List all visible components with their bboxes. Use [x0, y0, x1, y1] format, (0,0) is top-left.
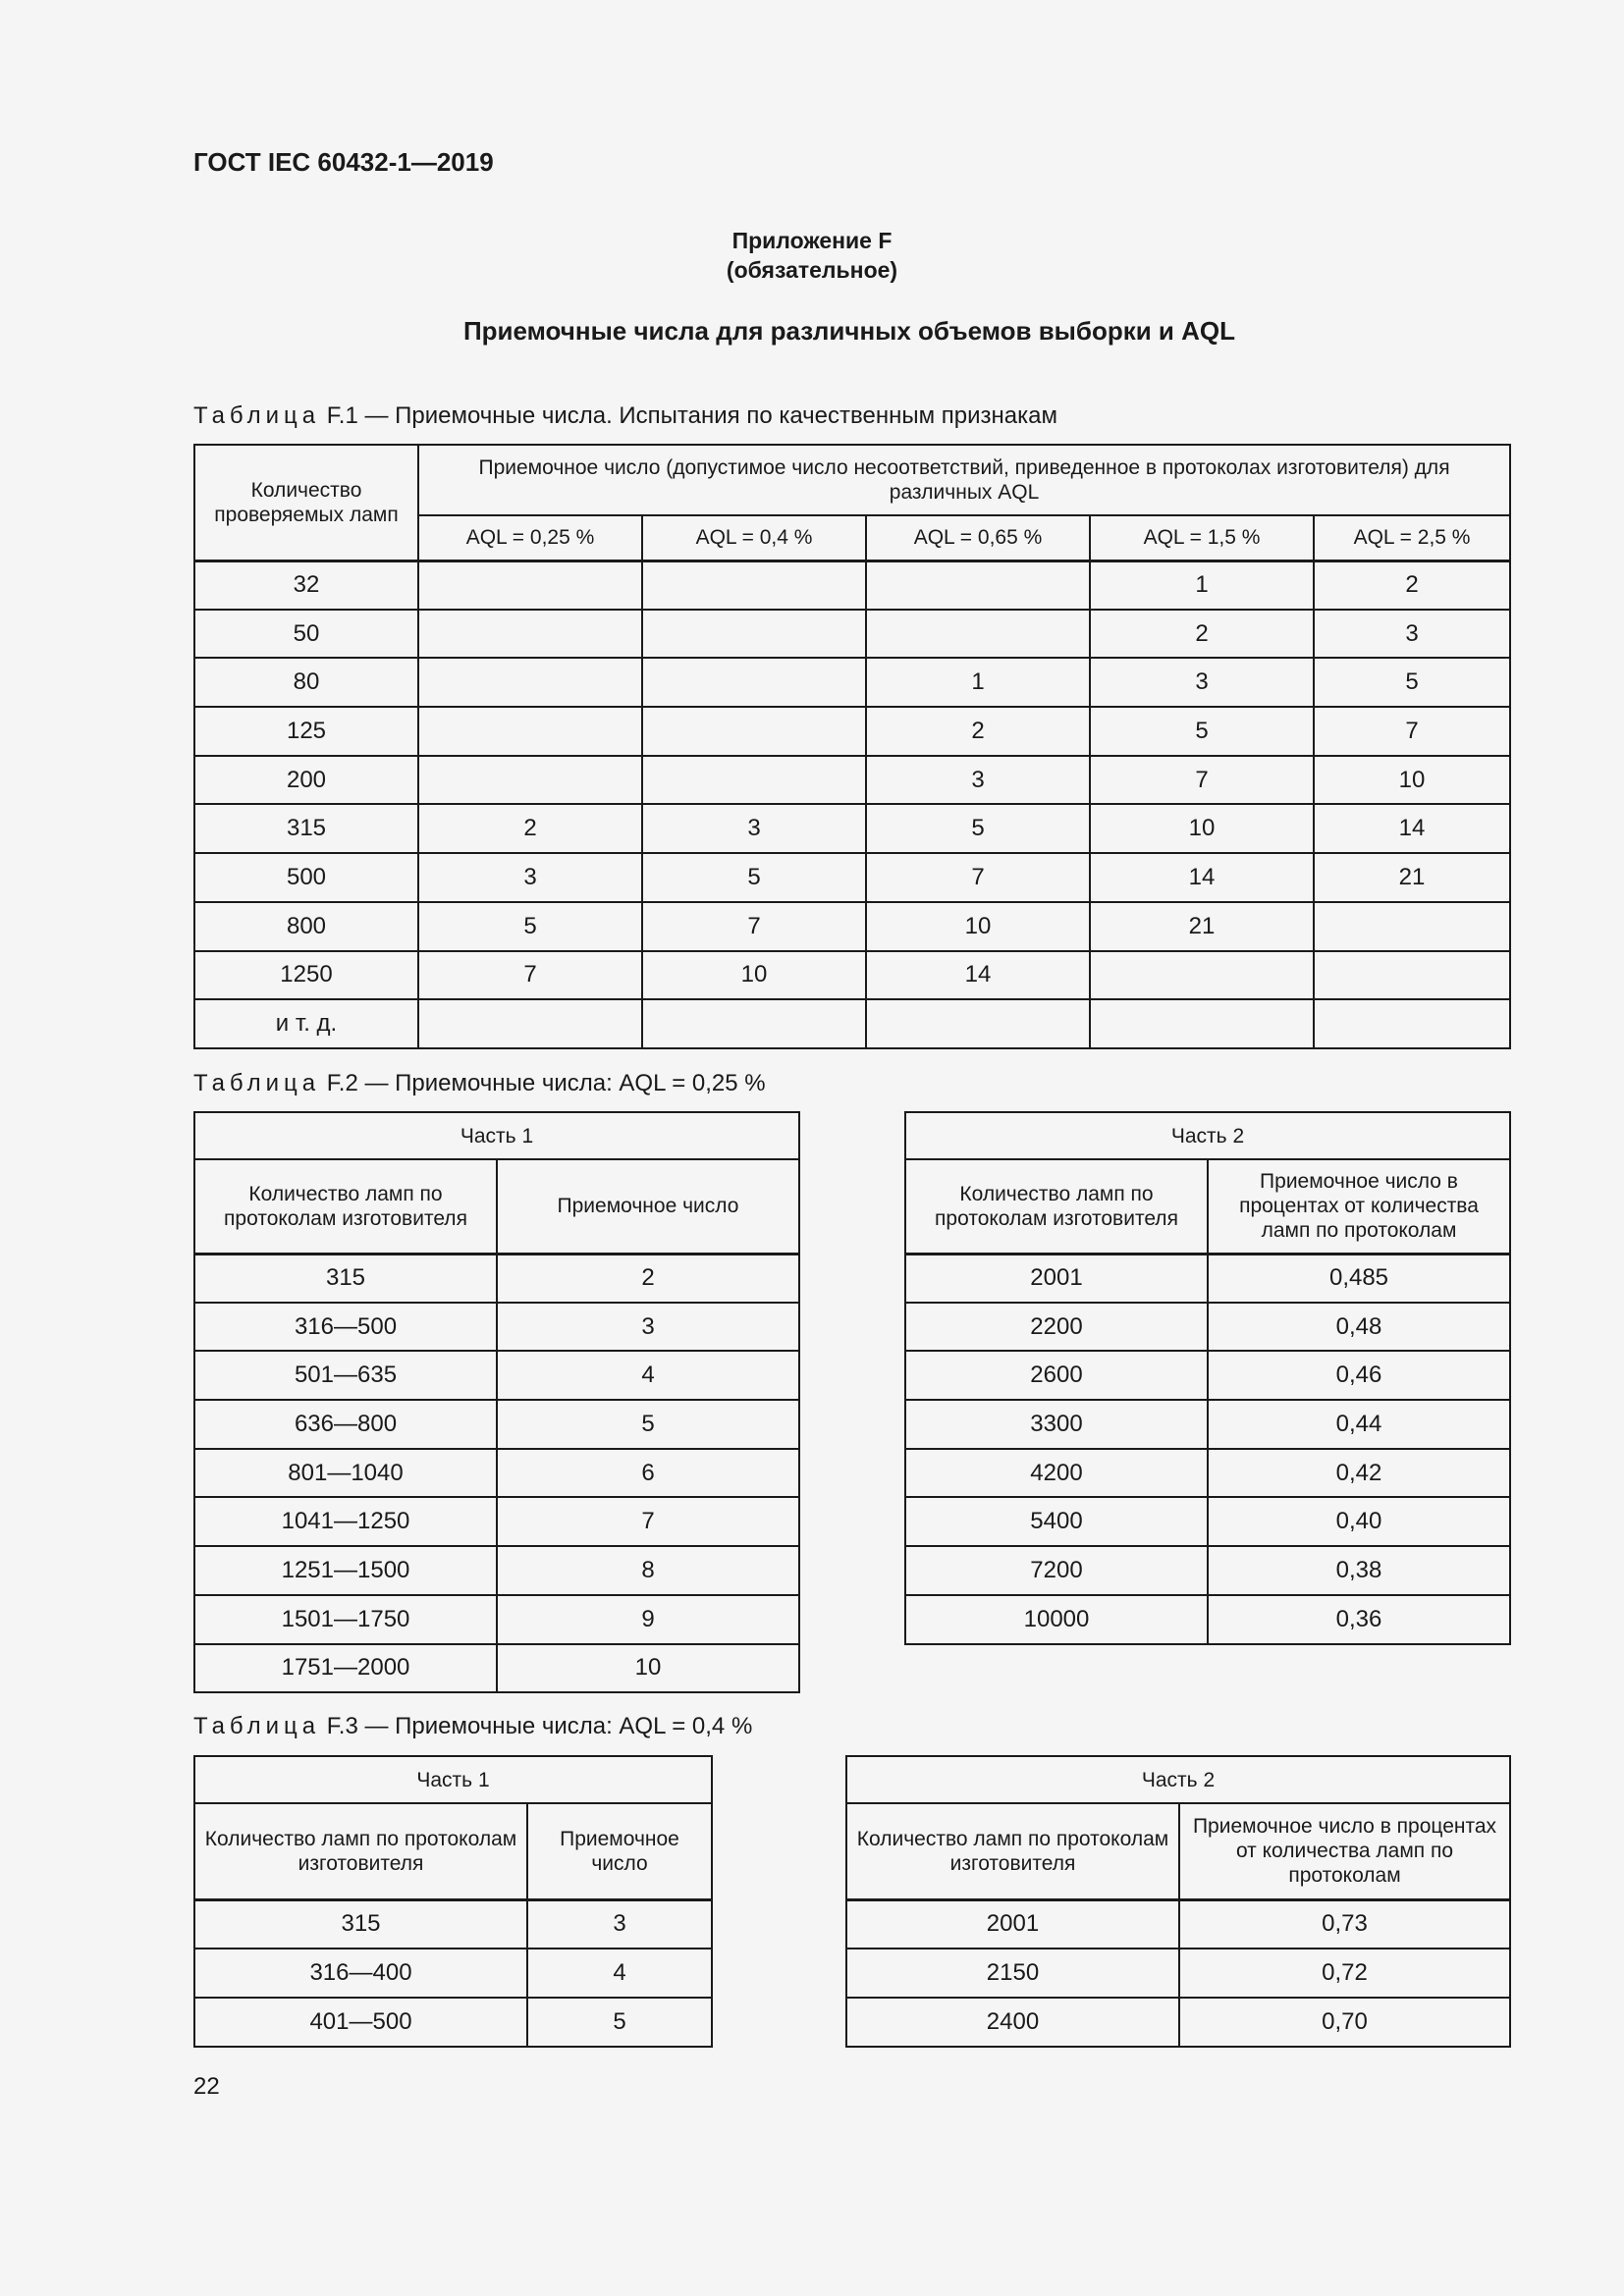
table-row — [194, 707, 1510, 756]
table-row — [194, 1899, 712, 1949]
table-row — [194, 561, 1510, 610]
column-header-cell: Количество ламп по протоколам изготовителя — [194, 1159, 497, 1254]
table-cell: 5 — [1090, 707, 1314, 756]
table-row — [846, 1899, 1510, 1949]
table-row — [905, 1351, 1510, 1400]
table-cell — [418, 999, 642, 1048]
table-cell: 636—800 — [194, 1400, 497, 1449]
table-cell: 3 — [418, 853, 642, 902]
table-cell: 5400 — [905, 1497, 1208, 1546]
table-cell: 4 — [527, 1949, 712, 1998]
table-cell: 0,44 — [1208, 1400, 1510, 1449]
table-cell: 3 — [497, 1303, 799, 1352]
table-cell: 2 — [497, 1254, 799, 1303]
table-cell: 125 — [194, 707, 418, 756]
table-cell: 80 — [194, 658, 418, 707]
table-cell — [418, 610, 642, 659]
table-cell: 1501—1750 — [194, 1595, 497, 1644]
table-cell: 800 — [194, 902, 418, 951]
table-cell: 0,40 — [1208, 1497, 1510, 1546]
table-f2-caption — [193, 1070, 766, 1097]
table-cell: 0,38 — [1208, 1546, 1510, 1595]
part-title-cell: Часть 2 — [905, 1112, 1510, 1159]
table-row — [905, 1449, 1510, 1498]
table-caption-text: F.2 — Приемочные числа: AQL = 0,25 % — [326, 1070, 766, 1096]
column-header-cell: Количество ламп по протоколам изготовителя — [194, 1803, 527, 1899]
column-header-cell: Приемочное число в процентах от количества ламп по протоколам — [1208, 1159, 1510, 1254]
table-cell: и т. д. — [194, 999, 418, 1048]
table-cell — [418, 756, 642, 805]
aql-header-cell: AQL = 0,4 % — [642, 515, 866, 561]
table-cell: 500 — [194, 853, 418, 902]
part-title-cell: Часть 1 — [194, 1112, 799, 1159]
table-cell: 4200 — [905, 1449, 1208, 1498]
table-cell: 3 — [527, 1899, 712, 1949]
table-cell: 0,72 — [1179, 1949, 1510, 1998]
table-cell: 7 — [418, 951, 642, 1000]
table-cell: 3 — [1090, 658, 1314, 707]
column-header-cell: Количество ламп по протоколам изготовителя — [905, 1159, 1208, 1254]
table-cell: 5 — [418, 902, 642, 951]
table-cell: 10 — [642, 951, 866, 1000]
table-cell: 2150 — [846, 1949, 1179, 1998]
table-cell: 0,36 — [1208, 1595, 1510, 1644]
table-f1 — [193, 444, 1511, 1049]
table-row — [905, 1303, 1510, 1352]
annex-status: (обязательное) — [726, 257, 898, 283]
table-cell — [418, 658, 642, 707]
table-row — [194, 610, 1510, 659]
table-row — [194, 804, 1510, 853]
table-cell: 7 — [1090, 756, 1314, 805]
table-row — [194, 756, 1510, 805]
table-cell: 10 — [497, 1644, 799, 1693]
table-cell — [642, 999, 866, 1048]
table-row — [905, 1254, 1510, 1303]
table-cell: 1041—1250 — [194, 1497, 497, 1546]
table-caption-prefix: Таблица — [193, 402, 321, 429]
table-row — [194, 1303, 799, 1352]
table-cell: 4 — [497, 1351, 799, 1400]
table-cell — [866, 610, 1090, 659]
table-cell: 2001 — [846, 1899, 1179, 1949]
table-cell: 3300 — [905, 1400, 1208, 1449]
table-cell — [642, 756, 866, 805]
table-row — [905, 1546, 1510, 1595]
table-cell: 21 — [1090, 902, 1314, 951]
table-cell: 5 — [497, 1400, 799, 1449]
table-cell: 801—1040 — [194, 1449, 497, 1498]
table-cell: 32 — [194, 561, 418, 610]
document-title: ГОСТ IEC 60432-1—2019 — [193, 147, 494, 177]
table-cell: 315 — [194, 1899, 527, 1949]
column-header-cell: Количество ламп по протоколам изготовителя — [846, 1803, 1179, 1899]
table-cell: 0,70 — [1179, 1998, 1510, 2047]
table-cell: 0,48 — [1208, 1303, 1510, 1352]
table-cell: 3 — [642, 804, 866, 853]
table-cell: 315 — [194, 1254, 497, 1303]
table-cell: 10 — [866, 902, 1090, 951]
table-cell: 3 — [1314, 610, 1510, 659]
group-header-cell: Приемочное число (допустимое число несоответствий, приведенное в протоколах изготовителя) для различных AQL — [418, 445, 1510, 515]
table-cell — [1090, 999, 1314, 1048]
table-cell — [1090, 951, 1314, 1000]
table-cell: 21 — [1314, 853, 1510, 902]
table-cell: 14 — [866, 951, 1090, 1000]
table-f3-caption — [193, 1713, 752, 1740]
column-header-cell: Приемочное число в процентах от количества ламп по протоколам — [1179, 1803, 1510, 1899]
table-cell — [642, 707, 866, 756]
table-cell: 401—500 — [194, 1998, 527, 2047]
column-header-cell: Приемочное число — [497, 1159, 799, 1254]
corner-header-cell: Количество проверяемых ламп — [194, 445, 418, 561]
table-cell: 7 — [642, 902, 866, 951]
table-cell: 6 — [497, 1449, 799, 1498]
table-caption-text: F.1 — Приемочные числа. Испытания по качественным признакам — [326, 402, 1058, 429]
table-cell: 0,485 — [1208, 1254, 1510, 1303]
table-cell — [866, 999, 1090, 1048]
part-title-cell: Часть 1 — [194, 1756, 712, 1803]
table-cell: 1251—1500 — [194, 1546, 497, 1595]
table-f2-part1 — [193, 1111, 800, 1693]
table-cell — [642, 658, 866, 707]
table-cell: 501—635 — [194, 1351, 497, 1400]
table-row — [846, 1949, 1510, 1998]
annex-name: Приложение F — [731, 228, 893, 253]
table-cell — [1314, 951, 1510, 1000]
table-caption-prefix: Таблица — [193, 1070, 321, 1096]
table-cell: 5 — [642, 853, 866, 902]
table-cell: 8 — [497, 1546, 799, 1595]
table-cell: 0,46 — [1208, 1351, 1510, 1400]
table-row — [194, 1497, 799, 1546]
table-row — [194, 853, 1510, 902]
table-caption-prefix: Таблица — [193, 1713, 321, 1739]
table-row — [905, 1497, 1510, 1546]
table-cell: 10 — [1090, 804, 1314, 853]
table-row — [194, 902, 1510, 951]
table-cell: 2600 — [905, 1351, 1208, 1400]
aql-header-cell: AQL = 2,5 % — [1314, 515, 1510, 561]
table-cell: 0,42 — [1208, 1449, 1510, 1498]
table-cell: 2 — [1090, 610, 1314, 659]
table-cell: 7 — [866, 853, 1090, 902]
table-row — [194, 1998, 712, 2047]
table-cell: 2 — [418, 804, 642, 853]
table-row — [194, 1254, 799, 1303]
table-cell: 10000 — [905, 1595, 1208, 1644]
table-caption-text: F.3 — Приемочные числа: AQL = 0,4 % — [326, 1713, 753, 1739]
table-cell: 2400 — [846, 1998, 1179, 2047]
table-row — [194, 1546, 799, 1595]
table-cell — [1314, 999, 1510, 1048]
table-row — [194, 1400, 799, 1449]
table-cell: 7 — [497, 1497, 799, 1546]
table-row — [194, 1351, 799, 1400]
table-row — [194, 658, 1510, 707]
table-row — [194, 1449, 799, 1498]
table-cell: 5 — [1314, 658, 1510, 707]
table-cell — [1314, 902, 1510, 951]
table-cell: 315 — [194, 804, 418, 853]
table-cell — [642, 561, 866, 610]
table-cell: 2001 — [905, 1254, 1208, 1303]
annex-title: Приемочные числа для различных объемов выборки и AQL — [462, 316, 1236, 346]
table-cell — [642, 610, 866, 659]
page-number: 22 — [193, 2073, 220, 2100]
aql-header-cell: AQL = 0,65 % — [866, 515, 1090, 561]
table-cell: 7 — [1314, 707, 1510, 756]
table-row — [905, 1400, 1510, 1449]
table-cell: 5 — [866, 804, 1090, 853]
aql-header-cell: AQL = 1,5 % — [1090, 515, 1314, 561]
table-cell — [418, 561, 642, 610]
table-cell — [418, 707, 642, 756]
table-cell: 0,73 — [1179, 1899, 1510, 1949]
table-cell: 1751—2000 — [194, 1644, 497, 1693]
table-cell: 316—400 — [194, 1949, 527, 1998]
table-cell: 9 — [497, 1595, 799, 1644]
table-cell: 14 — [1314, 804, 1510, 853]
table-row — [194, 1595, 799, 1644]
table-row — [194, 999, 1510, 1048]
table-cell: 10 — [1314, 756, 1510, 805]
table-cell: 14 — [1090, 853, 1314, 902]
column-header-cell: Приемочное число — [527, 1803, 712, 1899]
table-f2-part2 — [904, 1111, 1511, 1645]
table-cell — [866, 561, 1090, 610]
table-cell: 2200 — [905, 1303, 1208, 1352]
table-cell: 2 — [1314, 561, 1510, 610]
table-row — [194, 1644, 799, 1693]
table-cell: 50 — [194, 610, 418, 659]
table-f3-part2 — [845, 1755, 1511, 2048]
table-cell: 1250 — [194, 951, 418, 1000]
table-cell: 7200 — [905, 1546, 1208, 1595]
table-cell: 1 — [866, 658, 1090, 707]
table-row — [846, 1998, 1510, 2047]
table-cell: 3 — [866, 756, 1090, 805]
aql-header-cell: AQL = 0,25 % — [418, 515, 642, 561]
table-f3-part1 — [193, 1755, 713, 2048]
table-cell: 316—500 — [194, 1303, 497, 1352]
part-title-cell: Часть 2 — [846, 1756, 1510, 1803]
table-cell: 200 — [194, 756, 418, 805]
table-row — [905, 1595, 1510, 1644]
table-cell: 1 — [1090, 561, 1314, 610]
table-cell: 5 — [527, 1998, 712, 2047]
table-f1-caption — [193, 402, 1057, 430]
table-row — [194, 951, 1510, 1000]
table-row — [194, 1949, 712, 1998]
table-cell: 2 — [866, 707, 1090, 756]
